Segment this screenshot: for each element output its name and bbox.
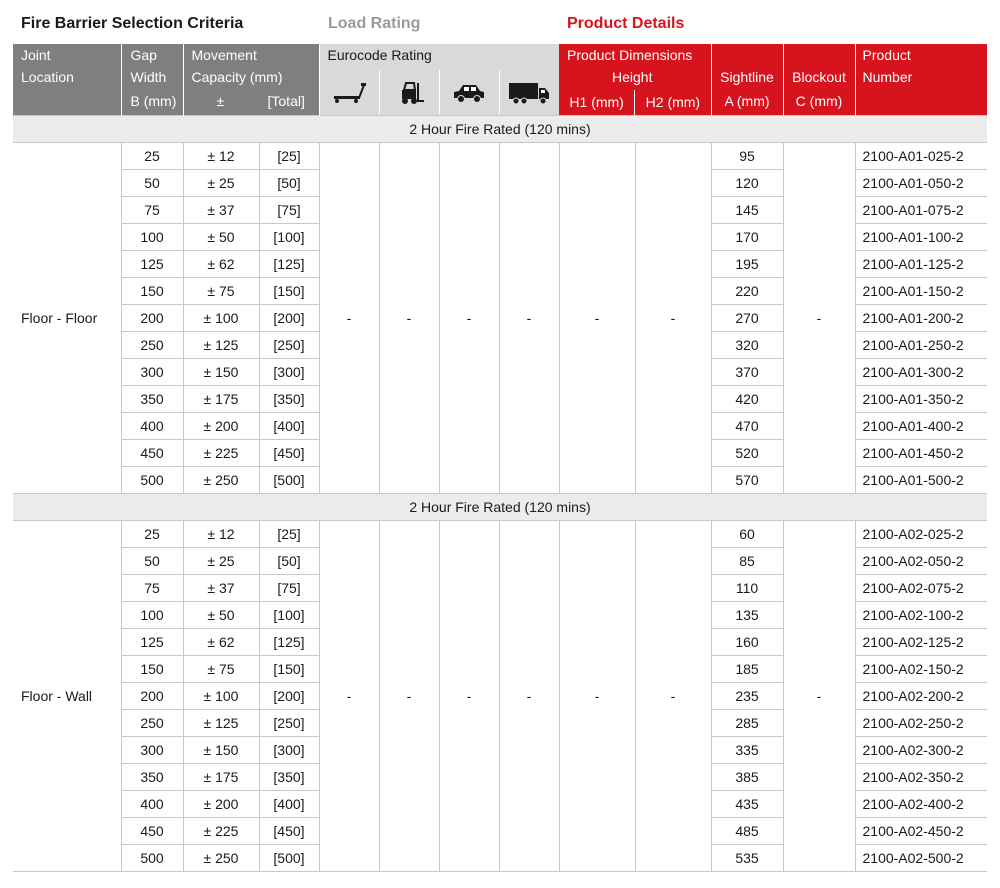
gap-width: 400 (121, 791, 183, 818)
gap-width: 125 (121, 251, 183, 278)
movement-total: [150] (259, 278, 319, 305)
pallet-truck-icon (320, 70, 379, 115)
movement-total: [125] (259, 629, 319, 656)
movement-total: [500] (259, 845, 319, 872)
header-movement-capacity: Movement Capacity (mm) ± [Total] (183, 44, 319, 116)
movement-total: [75] (259, 197, 319, 224)
gap-width: 200 (121, 683, 183, 710)
header-h1: H1 (mm) (569, 94, 624, 110)
gap-width: 450 (121, 440, 183, 467)
movement-pm: ± 75 (183, 278, 259, 305)
table-row (13, 143, 987, 170)
product-number: 2100-A02-050-2 (855, 548, 987, 575)
movement-total: [100] (259, 602, 319, 629)
gap-width: 250 (121, 332, 183, 359)
gap-width: 25 (121, 143, 183, 170)
gap-width: 75 (121, 197, 183, 224)
blockout-value: - (783, 143, 855, 494)
car-icon (439, 70, 499, 115)
product-number: 2100-A01-200-2 (855, 305, 987, 332)
movement-pm: ± 12 (183, 143, 259, 170)
gap-width: 350 (121, 386, 183, 413)
movement-total: [400] (259, 791, 319, 818)
sightline-value: 320 (711, 332, 783, 359)
eurocode-pallet-value: - (319, 143, 379, 494)
product-number: 2100-A01-050-2 (855, 170, 987, 197)
height-h2-value: - (635, 521, 711, 872)
gap-width: 400 (121, 413, 183, 440)
eurocode-lorry-value: - (499, 143, 559, 494)
product-number: 2100-A02-100-2 (855, 602, 987, 629)
movement-pm: ± 50 (183, 602, 259, 629)
movement-total: [250] (259, 332, 319, 359)
table-header (13, 44, 987, 116)
gap-width: 125 (121, 629, 183, 656)
movement-total: [25] (259, 143, 319, 170)
gap-width: 25 (121, 521, 183, 548)
movement-total: [200] (259, 305, 319, 332)
gap-width: 100 (121, 602, 183, 629)
gap-width: 300 (121, 737, 183, 764)
height-h2-value: - (635, 143, 711, 494)
lorry-icon (499, 70, 559, 115)
movement-pm: ± 175 (183, 764, 259, 791)
sightline-value: 370 (711, 359, 783, 386)
eurocode-forklift-value: - (379, 143, 439, 494)
movement-pm: ± 37 (183, 575, 259, 602)
product-number: 2100-A02-250-2 (855, 710, 987, 737)
sightline-value: 435 (711, 791, 783, 818)
joint-location: Floor - Floor (13, 143, 121, 494)
product-number: 2100-A01-400-2 (855, 413, 987, 440)
sightline-value: 470 (711, 413, 783, 440)
eurocode-car-value: - (439, 521, 499, 872)
sightline-value: 185 (711, 656, 783, 683)
sightline-value: 570 (711, 467, 783, 494)
eurocode-lorry-value: - (499, 521, 559, 872)
load-rating-title: Load Rating (328, 15, 421, 32)
gap-width: 450 (121, 818, 183, 845)
product-details-title: Product Details (567, 15, 685, 32)
movement-pm: ± 225 (183, 818, 259, 845)
movement-pm: ± 12 (183, 521, 259, 548)
section-header (13, 116, 987, 143)
movement-total: [300] (259, 737, 319, 764)
movement-pm: ± 75 (183, 656, 259, 683)
header-product-number: Product Number (855, 44, 987, 116)
gap-width: 75 (121, 575, 183, 602)
product-number: 2100-A02-200-2 (855, 683, 987, 710)
gap-width: 50 (121, 170, 183, 197)
header-blockout: Blockout C (mm) (783, 44, 855, 116)
gap-width: 500 (121, 467, 183, 494)
gap-width: 50 (121, 548, 183, 575)
gap-width: 200 (121, 305, 183, 332)
movement-total: [150] (259, 656, 319, 683)
header-product-dimensions: Product Dimensions Height H1 (mm) H2 (mm) (559, 44, 711, 116)
sightline-value: 220 (711, 278, 783, 305)
eurocode-car-value: - (439, 143, 499, 494)
product-number: 2100-A01-300-2 (855, 359, 987, 386)
product-number: 2100-A02-125-2 (855, 629, 987, 656)
product-number: 2100-A01-100-2 (855, 224, 987, 251)
product-number: 2100-A01-450-2 (855, 440, 987, 467)
movement-pm: ± 150 (183, 359, 259, 386)
product-number: 2100-A02-400-2 (855, 791, 987, 818)
table-row (13, 521, 987, 548)
movement-total: [350] (259, 386, 319, 413)
movement-pm: ± 125 (183, 332, 259, 359)
table-body (13, 116, 987, 872)
product-number: 2100-A01-025-2 (855, 143, 987, 170)
sightline-value: 160 (711, 629, 783, 656)
movement-pm: ± 37 (183, 197, 259, 224)
sightline-value: 235 (711, 683, 783, 710)
blockout-value: - (783, 521, 855, 872)
sightline-value: 485 (711, 818, 783, 845)
movement-total: [400] (259, 413, 319, 440)
eurocode-pallet-value: - (319, 521, 379, 872)
gap-width: 150 (121, 278, 183, 305)
gap-width: 250 (121, 710, 183, 737)
movement-total: [100] (259, 224, 319, 251)
movement-total: [50] (259, 548, 319, 575)
product-number: 2100-A02-075-2 (855, 575, 987, 602)
movement-total: [25] (259, 521, 319, 548)
movement-total: [125] (259, 251, 319, 278)
movement-pm: ± 150 (183, 737, 259, 764)
movement-pm: ± 50 (183, 224, 259, 251)
fire-barrier-table (13, 44, 987, 872)
movement-total: [200] (259, 683, 319, 710)
sightline-value: 335 (711, 737, 783, 764)
sightline-value: 170 (711, 224, 783, 251)
sightline-value: 520 (711, 440, 783, 467)
product-number: 2100-A02-025-2 (855, 521, 987, 548)
section-title: 2 Hour Fire Rated (120 mins) (13, 494, 987, 521)
header-sightline: Sightline A (mm) (711, 44, 783, 116)
gap-width: 150 (121, 656, 183, 683)
header-joint-location: Joint Location (13, 44, 121, 116)
sightline-value: 270 (711, 305, 783, 332)
gap-width: 300 (121, 359, 183, 386)
movement-pm: ± 250 (183, 467, 259, 494)
product-number: 2100-A01-500-2 (855, 467, 987, 494)
joint-location: Floor - Wall (13, 521, 121, 872)
selection-criteria-title: Fire Barrier Selection Criteria (21, 15, 244, 32)
product-number: 2100-A01-125-2 (855, 251, 987, 278)
product-number: 2100-A02-500-2 (855, 845, 987, 872)
sightline-value: 60 (711, 521, 783, 548)
sightline-value: 535 (711, 845, 783, 872)
sightline-value: 285 (711, 710, 783, 737)
forklift-icon (379, 70, 439, 115)
section-header (13, 494, 987, 521)
movement-pm: ± 25 (183, 548, 259, 575)
product-number: 2100-A01-150-2 (855, 278, 987, 305)
movement-pm: ± 200 (183, 791, 259, 818)
product-number: 2100-A01-250-2 (855, 332, 987, 359)
movement-total: [450] (259, 818, 319, 845)
movement-pm: ± 100 (183, 683, 259, 710)
sightline-value: 135 (711, 602, 783, 629)
movement-pm: ± 225 (183, 440, 259, 467)
movement-total: [50] (259, 170, 319, 197)
gap-width: 350 (121, 764, 183, 791)
movement-pm: ± 200 (183, 413, 259, 440)
product-number: 2100-A02-450-2 (855, 818, 987, 845)
height-h1-value: - (559, 521, 635, 872)
sightline-value: 385 (711, 764, 783, 791)
header-gap-width: Gap Width B (mm) (121, 44, 183, 116)
product-number: 2100-A01-075-2 (855, 197, 987, 224)
sightline-value: 95 (711, 143, 783, 170)
sightline-value: 145 (711, 197, 783, 224)
sightline-value: 420 (711, 386, 783, 413)
header-h2: H2 (mm) (634, 90, 710, 115)
top-titles (0, 0, 1000, 44)
movement-pm: ± 25 (183, 170, 259, 197)
movement-pm: ± 62 (183, 629, 259, 656)
product-number: 2100-A02-350-2 (855, 764, 987, 791)
movement-pm: ± 250 (183, 845, 259, 872)
movement-total: [250] (259, 710, 319, 737)
eurocode-forklift-value: - (379, 521, 439, 872)
gap-width: 500 (121, 845, 183, 872)
movement-pm: ± 175 (183, 386, 259, 413)
section-title: 2 Hour Fire Rated (120 mins) (13, 116, 987, 143)
movement-total: [300] (259, 359, 319, 386)
sightline-value: 120 (711, 170, 783, 197)
movement-total: [450] (259, 440, 319, 467)
product-number: 2100-A02-150-2 (855, 656, 987, 683)
movement-pm: ± 62 (183, 251, 259, 278)
movement-total: [350] (259, 764, 319, 791)
movement-pm: ± 125 (183, 710, 259, 737)
movement-total: [500] (259, 467, 319, 494)
movement-pm: ± 100 (183, 305, 259, 332)
product-number: 2100-A02-300-2 (855, 737, 987, 764)
height-h1-value: - (559, 143, 635, 494)
sightline-value: 110 (711, 575, 783, 602)
product-number: 2100-A01-350-2 (855, 386, 987, 413)
sightline-value: 85 (711, 548, 783, 575)
movement-total: [75] (259, 575, 319, 602)
header-eurocode-rating: Eurocode Rating (319, 44, 559, 116)
gap-width: 100 (121, 224, 183, 251)
sightline-value: 195 (711, 251, 783, 278)
